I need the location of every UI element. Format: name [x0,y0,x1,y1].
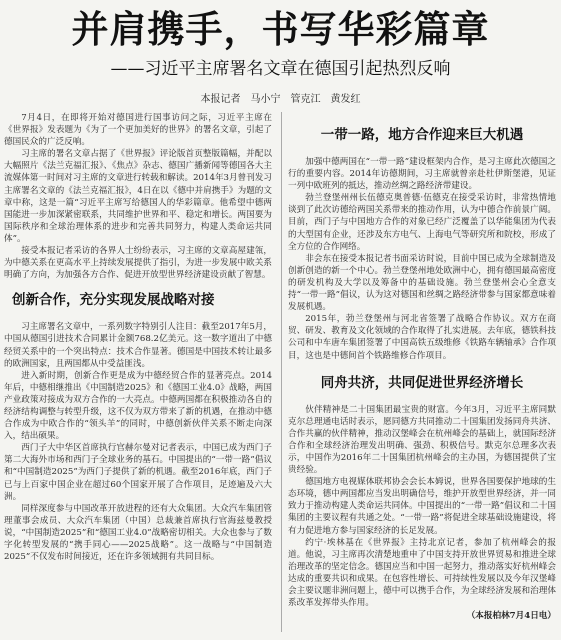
left-paragraph-2: 习主席的署名文章占据了《世界报》评论版首页整版篇幅，并配以大幅照片《法兰克福汇报》、《焦点》杂志、德国广播新闻等德国各大主流媒体第一时间对习主席的文章进行转载和解读。2014年3月曾刊发习主席署名文章的《法兰克福汇报》，4日在以《德中并肩携手》为题的文章中称，这是一篇“习近平主席写给德国人的华彩篇章。他希望中德两国能进一步加深紧密联系，共同维护世界和平、稳定和增长。两国要为国际秩序和全球治理体系的进步和完善共同努力，构建人类命运共同体”。 [4,149,272,244]
column-divider [281,112,282,632]
byline: 本报记者 马小宁 管克江 黄发红 [200,94,361,105]
right-column [288,112,556,637]
right-paragraph-5: 伙伴精神是二十国集团最宝贵的财富。今年3月，习近平主席同默克尔总理通电话时表示，愿同德方共同推动二十国集团发扬同舟共济、合作共赢的伙伴精神，推动汉堡峰会在杭州峰会的基础上，就国际经济合作和全球经济治理发出明确、强劲、积极信号。默克尔总理多次表示，中国作为2016年二十国集团杭州峰会的主办国，为德国提供了宝贵经验。 [288,404,556,476]
right-paragraph-2: 勃兰登堡州州长伍德克奥普德·伍德克在接受采访时，非常热情地谈到了此次访德给两国关系带来的推动作用，认为中德合作前景广阔。目前，西门子与中国地方合作的对象已经广泛覆盖了以华能集团为代表的大型国有企业，还涉及东方电气、上海电气等研究所和院校，形成了全方位的合作网络。 [288,193,556,252]
right-paragraph-6: 德国地方电视媒体联邦协会会长本姆说，世界各国要保护地球的生态环境，德中两国都应当发出明确信号，维护开放型世界经济，并一同致力于推动构建人类命运共同体。中国提出的“一带一路”倡议和二十国集团的主要议程有共通之处。“一带一路”将促进全球基础设施建设，将有力促进地方参与国家经济的长足发展。 [288,477,556,536]
section-heading-innovation: 创新合作，充分实现发展战略对接 [12,292,215,309]
right-paragraph-1: 加强中德两国在“一带一路”建设框架内合作，是习主席此次德国之行的重要内容。2014年访德期间，习主席就曾亲赴杜伊斯堡港，见证一列中欧班列的抵达，推动丝绸之路经济带建设。 [288,157,556,192]
right-paragraph-4: 2015年，勃兰登堡州与河北省签署了战略合作协议。双方在商贸、研发、教育及文化领域的合作取得了扎实进展。去年底，德铁科技公司和中车唐车集团签署了中国高铁五级维修《铁路车辆轴承》合作项目，这也是中德间首个铁路维修合作项目。 [288,314,556,361]
left-column [4,112,272,637]
right-paragraph-3: 非会东在接受本报记者书面采访时说，目前中国已成为全球制造及创新创造的新一个中心。勃兰登堡州地处欧洲中心，拥有德国最高密度的研发机构及大学以及筹备中的基础设施。勃兰登堡州会心全意支持“一带一路”倡议，认为这对德国和丝绸之路经济带参与国家都意味着发展机遇。 [288,253,556,313]
right-paragraph-7: 约宁·埃林基在《世界报》主持北京记者，参加了杭州峰会的报道。他说，习主席再次清楚地重申了中国支持开放世界贸易和推进全球治理改革的坚定信念。德国应当和中国一起努力，推动落实好杭州峰会达成的重要共识和成果。在包容性增长、可持续性发展以及今年汉堡峰会主要议题非洲问题上，德中可以携手合作，为全球经济发展和治理体系改革发挥带头作用。 [288,537,556,609]
left-paragraph-7: 同样深度参与中国改革开放进程的还有大众集团。大众汽车集团管理董事会成员、大众汽车集团（中国）总裁兼首席执行官海兹曼教授说，“中国制造2025”和“德国工业4.0”战略密切相关。大众也参与了数字化转型发展的“携手同心——2025战略”。这一战略与“中国制造2025”不仅发布时间接近，还在许多领域拥有共同目标。 [4,503,272,563]
headline: 并肩携手，书写华彩篇章 [71,8,490,51]
left-paragraph-3: 接受本报记者采访的各界人士纷纷表示，习主席的文章高屋建瓴，为中德关系在更高水平上持续发展提供了指引，为进一步发展中欧关系明确了方向，为加强各方合作、促进开放型世界经济建设贡献了智慧。 [4,246,272,281]
left-paragraph-1: 7月4日，在即将开始对德国进行国事访问之际，习近平主席在《世界报》发表题为《为了一个更加美好的世界》的署名文章，引起了德国民众的广泛反响。 [4,113,272,148]
left-paragraph-5: 进入新时期，创新合作更是成为中德经贸合作的显著亮点。2014年后，中德相继推出《中国制造2025》和《德国工业4.0》战略，两国产业政策对接成为双方合作的一大亮点。中德两国都在积极推动各自的经济结构调整与转型升级，这不仅为双方带来了新的机遇，在推动中德合作成为中欧合作的“领头羊”的同时，中德创新伙伴关系不断走向深入，结出硕果。 [4,370,272,442]
section-heading-belt-road: 一带一路，地方合作迎来巨大机遇 [320,127,524,143]
left-paragraph-6: 西门子大中华区首席执行官赫尔曼对记者表示，中国已成为西门子第二大海外市场和西门子全球业务的基石。中国提出的“一带一路”倡议和“中国制造2025”为西门子提供了新的机遇。截至2016年底，西门子已与上百家中国企业在超过60个国家开展了合作项目，足迹遍及六大洲。 [4,443,272,502]
left-paragraph-4: 习主席署名文章中，一系列数字特别引人注目：截至2017年5月，中国从德国引进技术合同累计金额768.2亿美元。这一数字道出了中德经贸关系中的一个突出特点：技术合作显著。德国是中国技术转让最多的欧洲国家，且两国都从中受益匪浅。 [4,322,272,369]
dateline-note: （本报柏林7月4日电） [466,611,556,622]
section-heading-cooperation: 同舟共济，共同促进世界经济增长 [320,374,524,391]
subheadline: ——习近平主席署名文章在德国引起热烈反响 [110,59,451,79]
